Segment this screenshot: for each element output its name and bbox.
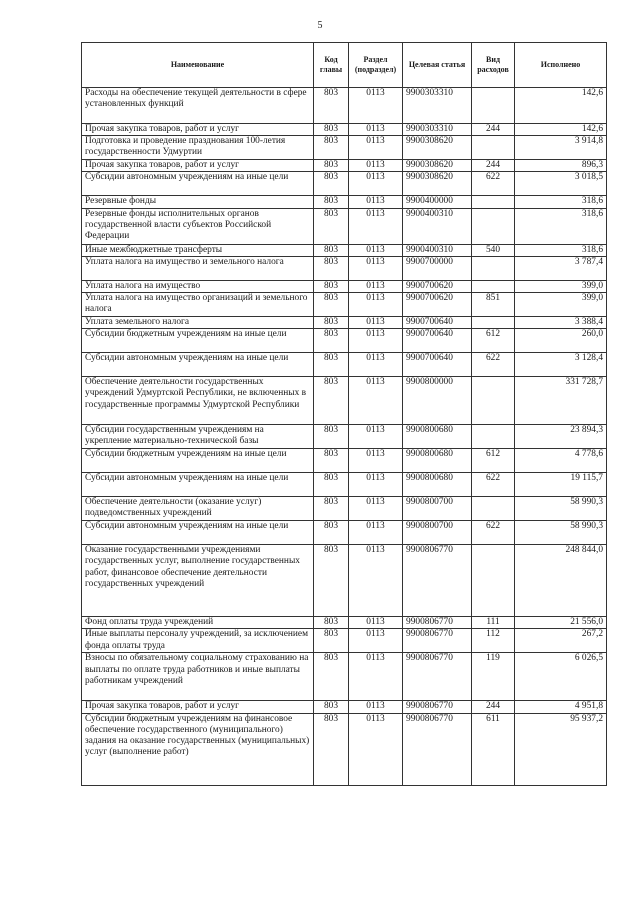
cell-section: 0113 [349,208,403,244]
cell-type [472,545,515,617]
cell-code: 803 [314,293,349,317]
cell-type [472,317,515,329]
cell-name: Обеспечение деятельности государственных учреждений Удмуртской Республики, не включенных в государственные программы Удмуртской Республики [82,377,314,425]
cell-amount: 267,2 [515,629,607,653]
cell-article: 9900400000 [403,196,472,208]
cell-name: Субсидии автономным учреждениям на иные цели [82,172,314,196]
cell-section: 0113 [349,196,403,208]
cell-name: Субсидии автономным учреждениям на иные цели [82,353,314,377]
cell-article: 9900800000 [403,377,472,425]
cell-code: 803 [314,172,349,196]
cell-section: 0113 [349,293,403,317]
cell-code: 803 [314,629,349,653]
cell-article: 9900800700 [403,521,472,545]
cell-article: 9900308620 [403,136,472,160]
cell-name: Фонд оплаты труда учреждений [82,617,314,629]
cell-code: 803 [314,317,349,329]
table-row [82,617,607,629]
table-row [82,196,607,208]
cell-type: 611 [472,713,515,785]
header-article: Целевая статья [403,43,472,88]
cell-code: 803 [314,88,349,124]
table-row [82,172,607,196]
cell-name: Резервные фонды исполнительных органов государственной власти субъектов Российской Федерации [82,208,314,244]
cell-article: 9900806770 [403,629,472,653]
cell-code: 803 [314,701,349,713]
cell-section: 0113 [349,521,403,545]
cell-name: Оказание государственными учреждениями государственных услуг, выполнение государственных работ, финансовое обеспечение деятельности государственных учреждений [82,545,314,617]
cell-section: 0113 [349,353,403,377]
budget-table [81,42,607,786]
cell-type [472,280,515,292]
cell-code: 803 [314,713,349,785]
cell-name: Субсидии автономным учреждениям на иные цели [82,521,314,545]
cell-name: Иные межбюджетные трансферты [82,244,314,256]
cell-name: Подготовка и проведение празднования 100-летия государственности Удмуртии [82,136,314,160]
cell-code: 803 [314,353,349,377]
cell-type: 540 [472,244,515,256]
cell-article: 9900806770 [403,653,472,701]
cell-section: 0113 [349,160,403,172]
cell-amount: 21 556,0 [515,617,607,629]
cell-article: 9900400310 [403,208,472,244]
table-header-row [82,43,607,88]
cell-section: 0113 [349,545,403,617]
table-row [82,353,607,377]
cell-type [472,208,515,244]
cell-section: 0113 [349,256,403,280]
cell-type: 851 [472,293,515,317]
cell-section: 0113 [349,629,403,653]
table-row [82,497,607,521]
cell-name: Прочая закупка товаров, работ и услуг [82,124,314,136]
cell-code: 803 [314,425,349,449]
cell-name: Взносы по обязательному социальному страхованию на выплаты по оплате труда работников и иные выплаты работникам учреждений [82,653,314,701]
cell-amount: 58 990,3 [515,497,607,521]
cell-article: 9900800680 [403,425,472,449]
cell-section: 0113 [349,497,403,521]
header-amount: Исполнено [515,43,607,88]
cell-section: 0113 [349,617,403,629]
cell-name: Уплата налога на имущество организаций и земельного налога [82,293,314,317]
cell-code: 803 [314,653,349,701]
table-body [82,88,607,786]
cell-code: 803 [314,256,349,280]
table-row [82,329,607,353]
cell-amount: 6 026,5 [515,653,607,701]
cell-type: 112 [472,629,515,653]
cell-code: 803 [314,280,349,292]
header-type: Вид расходов [472,43,515,88]
cell-type: 244 [472,701,515,713]
cell-code: 803 [314,208,349,244]
cell-code: 803 [314,497,349,521]
cell-code: 803 [314,244,349,256]
cell-amount: 318,6 [515,196,607,208]
table-row [82,160,607,172]
cell-amount: 19 115,7 [515,473,607,497]
cell-amount: 3 388,4 [515,317,607,329]
cell-name: Уплата налога на имущество [82,280,314,292]
cell-section: 0113 [349,713,403,785]
cell-article: 9900700640 [403,329,472,353]
cell-code: 803 [314,329,349,353]
cell-code: 803 [314,521,349,545]
cell-section: 0113 [349,280,403,292]
table-row [82,317,607,329]
cell-code: 803 [314,160,349,172]
cell-code: 803 [314,449,349,473]
cell-name: Субсидии бюджетным учреждениям на иные цели [82,449,314,473]
cell-article: 9900400310 [403,244,472,256]
cell-amount: 318,6 [515,244,607,256]
cell-name: Расходы на обеспечение текущей деятельности в сфере установленных функций [82,88,314,124]
cell-article: 9900800700 [403,497,472,521]
table-row [82,629,607,653]
cell-code: 803 [314,377,349,425]
table-row [82,136,607,160]
cell-article: 9900303310 [403,88,472,124]
cell-name: Субсидии автономным учреждениям на иные цели [82,473,314,497]
table-row [82,653,607,701]
cell-article: 9900806770 [403,713,472,785]
table-row [82,701,607,713]
cell-article: 9900303310 [403,124,472,136]
cell-type: 111 [472,617,515,629]
cell-type [472,497,515,521]
table-row [82,521,607,545]
cell-section: 0113 [349,653,403,701]
cell-type [472,136,515,160]
cell-amount: 248 844,0 [515,545,607,617]
cell-name: Прочая закупка товаров, работ и услуг [82,701,314,713]
cell-name: Уплата налога на имущество и земельного налога [82,256,314,280]
page-number: 5 [317,20,323,31]
cell-type: 119 [472,653,515,701]
cell-code: 803 [314,473,349,497]
cell-type: 622 [472,521,515,545]
cell-name: Обеспечение деятельности (оказание услуг) подведомственных учреждений [82,497,314,521]
cell-name: Субсидии бюджетным учреждениям на финансовое обеспечение государственного (муниципального) задания на оказание государственных (муниципальных) услуг (выполнение работ) [82,713,314,785]
cell-name: Прочая закупка товаров, работ и услуг [82,160,314,172]
cell-section: 0113 [349,124,403,136]
table-row [82,88,607,124]
cell-amount: 3 018,5 [515,172,607,196]
cell-code: 803 [314,617,349,629]
cell-code: 803 [314,545,349,617]
cell-name: Субсидии бюджетным учреждениям на иные цели [82,329,314,353]
table-row [82,425,607,449]
cell-amount: 4 778,6 [515,449,607,473]
table-row [82,473,607,497]
cell-section: 0113 [349,317,403,329]
cell-type [472,425,515,449]
cell-amount: 142,6 [515,88,607,124]
table-row [82,545,607,617]
cell-amount: 23 894,3 [515,425,607,449]
cell-article: 9900700640 [403,353,472,377]
cell-section: 0113 [349,473,403,497]
cell-article: 9900806770 [403,545,472,617]
header-name: Наименование [82,43,314,88]
cell-article: 9900308620 [403,172,472,196]
header-section: Раздел (подраздел) [349,43,403,88]
cell-type [472,377,515,425]
cell-type: 622 [472,172,515,196]
cell-amount: 331 728,7 [515,377,607,425]
cell-amount: 896,3 [515,160,607,172]
cell-section: 0113 [349,88,403,124]
cell-name: Иные выплаты персоналу учреждений, за исключением фонда оплаты труда [82,629,314,653]
cell-amount: 142,6 [515,124,607,136]
cell-type: 244 [472,160,515,172]
table-row [82,256,607,280]
header-code: Код главы [314,43,349,88]
cell-section: 0113 [349,136,403,160]
cell-type: 612 [472,449,515,473]
cell-type [472,256,515,280]
cell-article: 9900700620 [403,293,472,317]
cell-amount: 318,6 [515,208,607,244]
cell-section: 0113 [349,449,403,473]
cell-amount: 58 990,3 [515,521,607,545]
cell-amount: 260,0 [515,329,607,353]
cell-name: Субсидии государственным учреждениям на укрепление материально-технической базы [82,425,314,449]
cell-article: 9900800680 [403,473,472,497]
cell-section: 0113 [349,172,403,196]
cell-article: 9900806770 [403,701,472,713]
cell-type: 622 [472,353,515,377]
cell-section: 0113 [349,377,403,425]
table-row [82,244,607,256]
cell-code: 803 [314,124,349,136]
cell-type [472,88,515,124]
cell-article: 9900700620 [403,280,472,292]
cell-article: 9900308620 [403,160,472,172]
cell-amount: 4 951,8 [515,701,607,713]
table-row [82,124,607,136]
cell-type: 244 [472,124,515,136]
cell-section: 0113 [349,329,403,353]
table-row [82,713,607,785]
table-row [82,377,607,425]
table-row [82,293,607,317]
cell-code: 803 [314,196,349,208]
cell-amount: 399,0 [515,280,607,292]
cell-section: 0113 [349,244,403,256]
cell-article: 9900806770 [403,617,472,629]
table-row [82,208,607,244]
cell-section: 0113 [349,701,403,713]
cell-type [472,196,515,208]
cell-amount: 3 787,4 [515,256,607,280]
cell-name: Резервные фонды [82,196,314,208]
table-row [82,449,607,473]
cell-type: 622 [472,473,515,497]
cell-name: Уплата земельного налога [82,317,314,329]
cell-article: 9900800680 [403,449,472,473]
cell-amount: 399,0 [515,293,607,317]
cell-amount: 3 914,8 [515,136,607,160]
cell-section: 0113 [349,425,403,449]
table-row [82,280,607,292]
cell-article: 9900700640 [403,317,472,329]
cell-amount: 95 937,2 [515,713,607,785]
cell-code: 803 [314,136,349,160]
cell-type: 612 [472,329,515,353]
cell-amount: 3 128,4 [515,353,607,377]
cell-article: 9900700000 [403,256,472,280]
